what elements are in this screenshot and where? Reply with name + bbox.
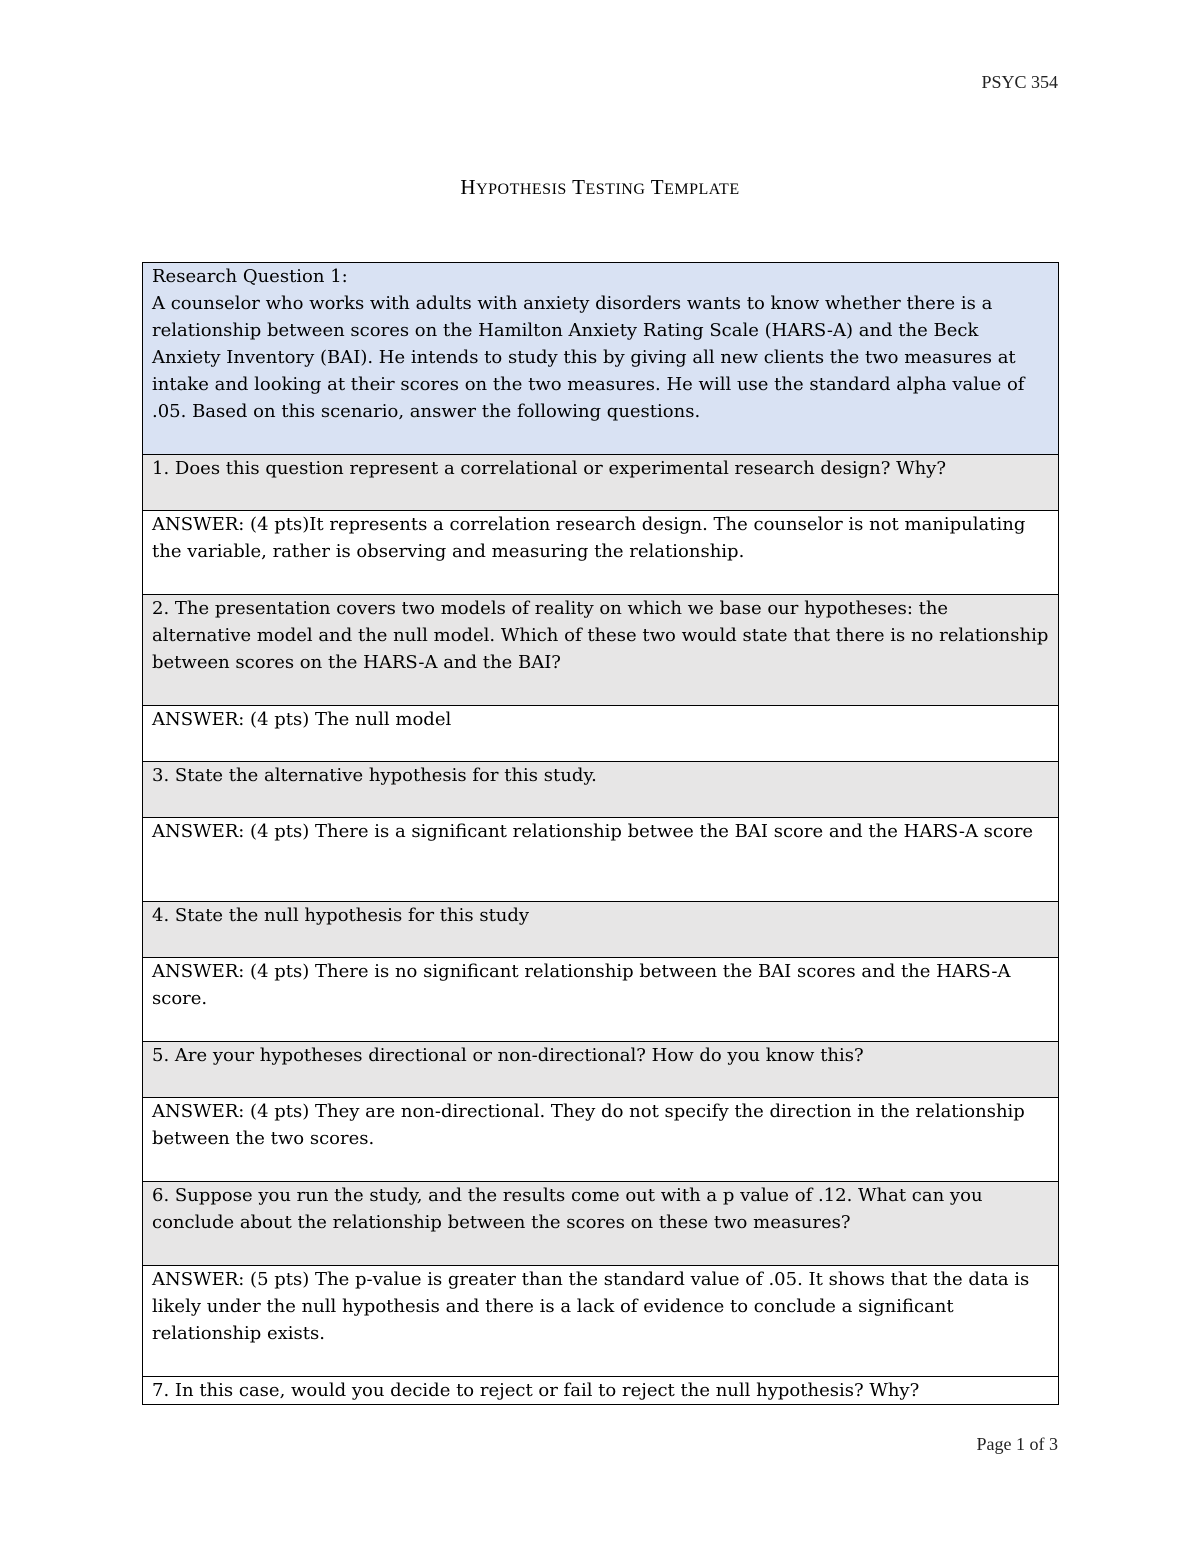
- question-row-3: [143, 762, 1059, 818]
- question-row-7: [143, 1377, 1059, 1405]
- scenario-text: A counselor who works with adults with anxiety disorders wants to know whether there is a relationship between scores on the Hamilton Anxiety Rating Scale (HARS-A) and the Beck Anxiety Inventory (BAI). He intends to study this by giving all new clients the two measures at intake and looking at their scores on the two measures. He will use the standard alpha value of .05. Based on this scenario, answer the following questions.: [152, 293, 1025, 422]
- course-code: PSYC 354: [981, 72, 1058, 92]
- answer-cell: ANSWER: (4 pts) There is no significant relationship between the BAI scores and the HARS-A score.: [143, 958, 1059, 1042]
- title-word-3-rest: EMPLATE: [664, 181, 740, 198]
- scenario-row: [143, 263, 1059, 455]
- answer-row-6: [143, 1266, 1059, 1377]
- question-row-1: [143, 455, 1059, 511]
- answer-cell: ANSWER: (4 pts)It represents a correlation research design. The counselor is not manipulating the variable, rather is observing and measuring the relationship.: [143, 511, 1059, 595]
- title-word-2-rest: ESTING: [585, 181, 646, 198]
- answer-cell: ANSWER: (4 pts) They are non-directional. They do not specify the direction in the relationship between the two scores.: [143, 1098, 1059, 1182]
- question-row-4: [143, 902, 1059, 958]
- answer-row-4: [143, 958, 1059, 1042]
- title-word-2-initial: T: [572, 175, 586, 199]
- question-cell: 4. State the null hypothesis for this study: [143, 902, 1059, 958]
- page-number: Page 1 of 3: [976, 1434, 1058, 1454]
- answer-row-3: [143, 818, 1059, 902]
- answer-cell: ANSWER: (4 pts) The null model: [143, 706, 1059, 762]
- title-word-1-rest: YPOTHESIS: [476, 181, 567, 198]
- answer-row-5: [143, 1098, 1059, 1182]
- question-cell: 6. Suppose you run the study, and the results come out with a p value of .12. What can you conclude about the relationship between the scores on these two measures?: [143, 1182, 1059, 1266]
- scenario-cell: [143, 263, 1059, 455]
- question-row-6: [143, 1182, 1059, 1266]
- question-cell: 5. Are your hypotheses directional or non-directional? How do you know this?: [143, 1042, 1059, 1098]
- title-word-1-initial: H: [460, 175, 477, 199]
- qa-table: [142, 262, 1059, 1405]
- answer-row-2: [143, 706, 1059, 762]
- question-cell: 7. In this case, would you decide to reject or fail to reject the null hypothesis? Why?: [143, 1377, 1059, 1405]
- research-question-heading: Research Question 1:: [152, 266, 348, 287]
- question-row-2: [143, 595, 1059, 706]
- answer-row-1: [143, 511, 1059, 595]
- document-title: [0, 175, 1200, 200]
- answer-cell: ANSWER: (4 pts) There is a significant relationship betwee the BAI score and the HARS-A score: [143, 818, 1059, 902]
- question-cell: 1. Does this question represent a correlational or experimental research design? Why?: [143, 455, 1059, 511]
- question-cell: 2. The presentation covers two models of reality on which we base our hypotheses: the alternative model and the null model. Which of these two would state that there is no relationship between scores on the HARS-A and the BAI?: [143, 595, 1059, 706]
- title-word-3-initial: T: [650, 175, 665, 199]
- question-cell: 3. State the alternative hypothesis for this study.: [143, 762, 1059, 818]
- answer-cell: ANSWER: (5 pts) The p-value is greater than the standard value of .05. It shows that the data is likely under the null hypothesis and there is a lack of evidence to conclude a significant relationship exists.: [143, 1266, 1059, 1377]
- question-row-5: [143, 1042, 1059, 1098]
